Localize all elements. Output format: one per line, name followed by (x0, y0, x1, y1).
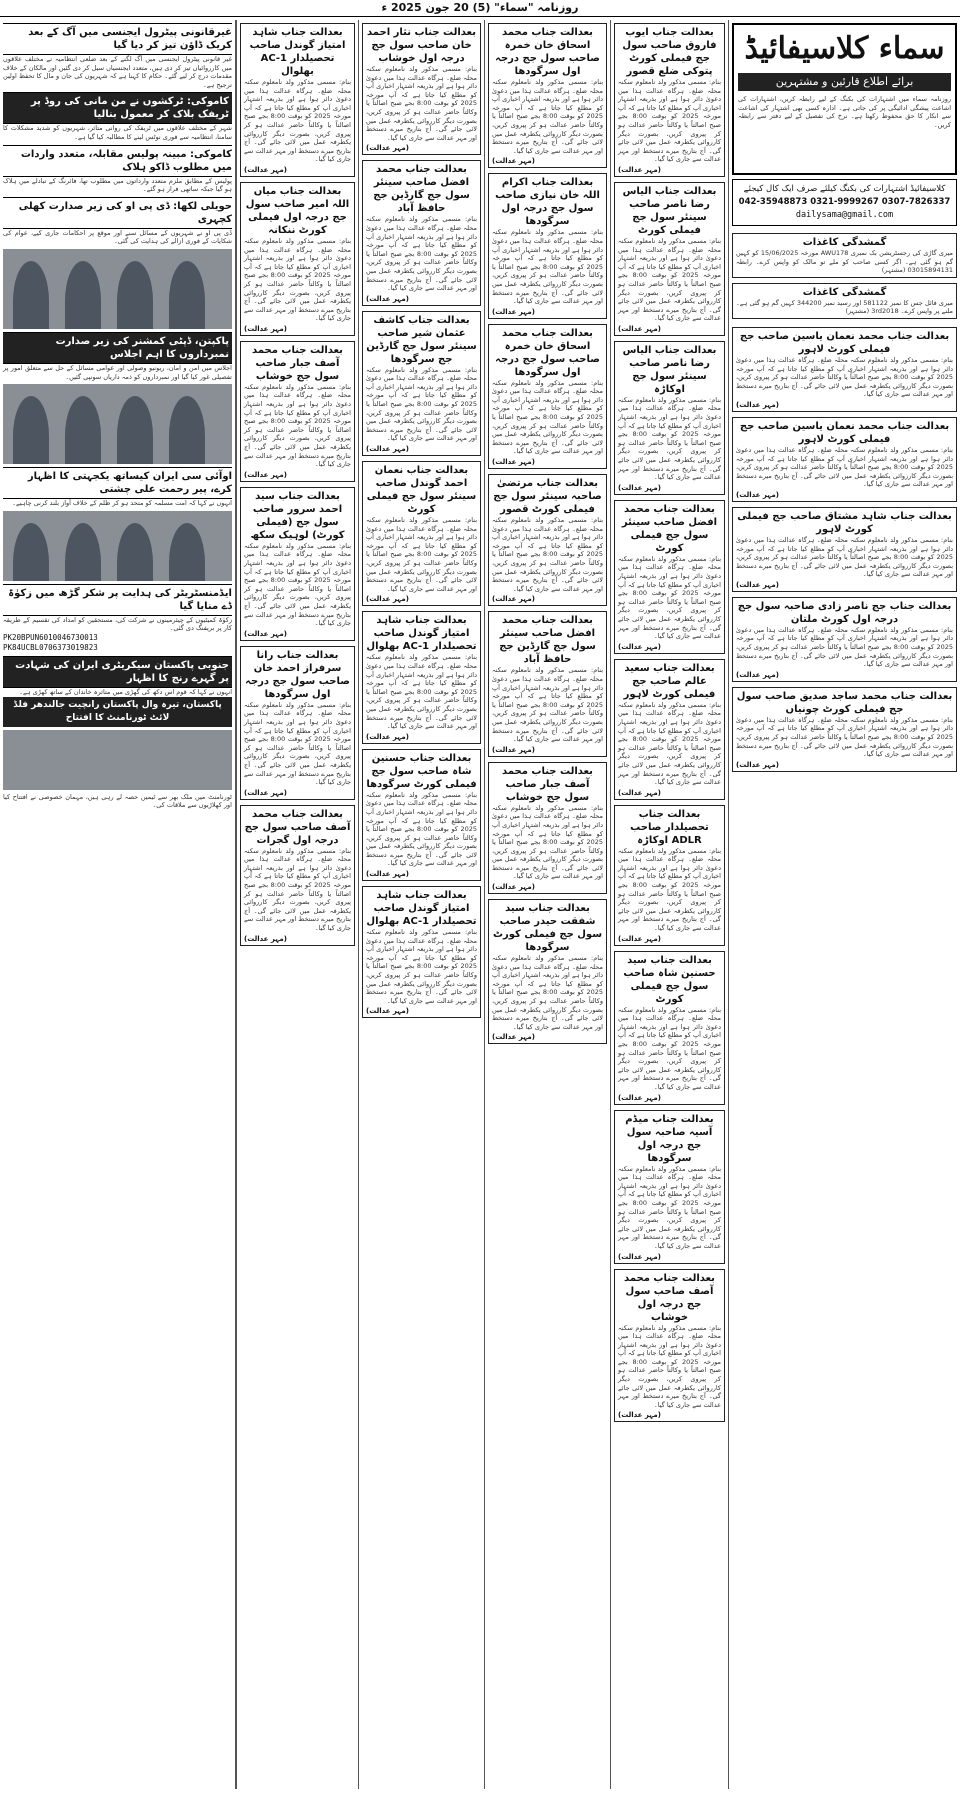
notice-body: بنام: مسمی مذکور ولد نامعلوم سکنہ محلہ ضلع۔ ہرگاہ عدالت ہذا میں دعویٰ دائر ہوا ہے اور بذریعہ اشتہار اخباری آپ کو مطلع کیا جاتا ہے کہ آپ مورخہ 2025 کو بوقت 8:00 بجے صبح اصالتاً یا وکالتاً حاضر عدالت ہو کر پیروی کریں، بصورت دیگر کارروائی یکطرفہ عمل میں لائی جائے گی۔ آج بتاریخ میرے دستخط اور مہر عدالت سے جاری کیا گیا۔ (618, 846, 721, 933)
brand-info: روزنامہ سماء میں اشتہارات کی بکنگ کے لیے رابطہ کریں، اشتہارات کی اشاعت پیشگی ادائیگی پر کی جاتی ہے۔ ادارہ کسی بھی اشتہار کی اشاعت سے انکار کا حق محفوظ رکھتا ہے۔ نرخ کی تفصیل کے لیے دفتر سے رابطہ کریں۔ (738, 95, 951, 129)
court-notice (362, 611, 481, 743)
news-photo (3, 249, 232, 329)
court-notice (614, 1110, 725, 1264)
court-notice (362, 461, 481, 606)
contact-email: dailysama@gmail.com (795, 210, 894, 220)
court-notice (488, 173, 607, 318)
notice-body: بنام: مسمی مذکور ولد نامعلوم سکنہ محلہ ضلع۔ ہرگاہ عدالت ہذا میں دعویٰ دائر ہوا ہے اور بذریعہ اشتہار اخباری آپ کو مطلع کیا جاتا ہے کہ آپ مورخہ 2025 کو بوقت 8:00 بجے صبح اصالتاً یا وکالتاً حاضر عدالت ہو کر پیروی کریں، بصورت دیگر کارروائی یکطرفہ عمل میں لائی جائے گی۔ آج بتاریخ میرے دستخط اور مہر عدالت سے جاری کیا گیا۔ (618, 1164, 721, 1250)
notice-title: بعدالت جناب محمد آصف صاحب سول جج درجہ اول گجرات (244, 808, 351, 846)
notice-title: بعدالت جناب میاں اللہ امیر صاحب سول جج درجہ اول فیملی کورٹ ننکانہ (245, 185, 350, 236)
notice-seal: (مہر عدالت) (366, 445, 409, 454)
notice-title: بعدالت جناب سید حسنین شاہ صاحب سول جج فیملی کورٹ (623, 954, 716, 1005)
court-notice (362, 311, 481, 456)
news-photo (3, 384, 232, 464)
notice-seal: (مہر عدالت) (736, 670, 779, 679)
court-notice (732, 597, 957, 682)
news-list (3, 23, 232, 810)
notice-body: بنام: مسمی مذکور ولد نامعلوم سکنہ محلہ ضلع۔ ہرگاہ عدالت ہذا میں دعویٰ دائر ہوا ہے اور بذریعہ اشتہار اخباری آپ کو مطلع کیا جاتا ہے کہ آپ مورخہ 2025 کو بوقت 8:00 بجے صبح اصالتاً یا وکالتاً حاضر عدالت ہو کر پیروی کریں، بصورت دیگر کارروائی یکطرفہ عمل میں لائی جائے گی۔ آج بتاریخ میرے دستخط اور مہر عدالت سے جاری کیا گیا۔ (492, 78, 603, 155)
photo-figure (117, 261, 153, 329)
notice-title: بعدالت جناب محمد افضل صاحب سینئر سول جج فیملی کورٹ (621, 503, 718, 554)
court-notice (488, 324, 607, 469)
notice-body: بنام: مسمی مذکور ولد نامعلوم سکنہ محلہ ضلع۔ ہرگاہ عدالت ہذا میں دعویٰ دائر ہوا ہے اور بذریعہ اشتہار اخباری آپ کو مطلع کیا جاتا ہے کہ آپ مورخہ 2025 کو بوقت 8:00 بجے صبح اصالتاً یا وکالتاً حاضر عدالت ہو کر پیروی کریں، بصورت دیگر کارروائی یکطرفہ عمل میں لائی جائے گی۔ آج بتاریخ میرے دستخط اور مہر عدالت سے جاری کیا گیا۔ (492, 954, 603, 1031)
notice-body: بنام: مسمی مذکور ولد نامعلوم سکنہ محلہ ضلع۔ ہرگاہ عدالت ہذا میں دعویٰ دائر ہوا ہے اور بذریعہ اشتہار اخباری آپ کو مطلع کیا جاتا ہے کہ آپ مورخہ 2025 کو بوقت 8:00 بجے صبح اصالتاً یا وکالتاً حاضر عدالت ہو کر پیروی کریں، بصورت دیگر کارروائی یکطرفہ عمل میں لائی جائے گی۔ آج بتاریخ میرے دستخط اور مہر عدالت سے جاری کیا گیا۔ (736, 445, 954, 489)
court-notice (240, 23, 355, 177)
court-notices-f (732, 327, 957, 772)
notice-seal: (مہر عدالت) (492, 883, 535, 892)
notice-title: بعدالت جناب حسنین شاہ صاحب سول جج فیملی کورٹ سرگودھا (366, 752, 477, 790)
photo-figure (169, 523, 205, 581)
notice-title: بعدالت جناب شاہد مشتاق صاحب جج فیملی کورٹ لاہور (737, 510, 952, 535)
notice-title: بعدالت جناب سید شفقت حیدر صاحب سول جج فیملی کورٹ سرگودھا (492, 903, 603, 954)
notice-seal: (مہر عدالت) (492, 307, 535, 316)
lost-body: میری گاڑی کی رجسٹریشن بک نمبری AWU178 مورخہ 15/06/2025 کو کہیں گم ہو گئی ہے۔ اگر کسی صاحب کو ملے تو مالک کو واپس کرے۔ رابطہ 03015894131 (مشتہر) (736, 249, 954, 275)
notice-seal: (مہر عدالت) (366, 1007, 409, 1016)
notice-title: بعدالت جناب سعید عالم صاحب جج فیملی کورٹ لاہور (623, 662, 716, 700)
notice-title: بعدالت جناب سید احمد سرور صاحب سول جج (فیملی کورٹ) لوہیک سکھ (250, 490, 345, 541)
notice-body: بنام: مسمی مذکور ولد نامعلوم سکنہ محلہ ضلع۔ ہرگاہ عدالت ہذا میں دعویٰ دائر ہوا ہے اور بذریعہ اشتہار اخباری آپ کو مطلع کیا جاتا ہے کہ آپ مورخہ 2025 کو بوقت 8:00 بجے صبح اصالتاً یا وکالتاً حاضر عدالت ہو کر پیروی کریں، بصورت دیگر کارروائی یکطرفہ عمل میں لائی جائے گی۔ آج بتاریخ میرے دستخط اور مہر عدالت سے جاری کیا گیا۔ (618, 554, 721, 641)
court-notice (614, 951, 725, 1105)
notice-body: بنام: مسمی مذکور ولد نامعلوم سکنہ محلہ ضلع۔ ہرگاہ عدالت ہذا میں دعویٰ دائر ہوا ہے اور بذریعہ اشتہار اخباری آپ کو مطلع کیا جاتا ہے کہ آپ مورخہ 2025 کو بوقت 8:00 بجے صبح اصالتاً یا وکالتاً حاضر عدالت ہو کر پیروی کریں، بصورت دیگر کارروائی یکطرفہ عمل میں لائی جائے گی۔ آج بتاریخ میرے دستخط اور مہر عدالت سے جاری کیا گیا۔ (736, 535, 954, 579)
notice-title: بعدالت جناب محمد افضل صاحب سینئر سول جج گارڈین جج حافظ آباد (373, 164, 470, 215)
lost-notices-left (732, 230, 957, 324)
court-notice (240, 805, 355, 946)
news-body: انہوں نے کہا کہ قوم اس دکھ کی گھڑی میں متاثرہ خاندان کے ساتھ کھڑی ہے۔ (19, 687, 232, 696)
notice-seal: (مہر عدالت) (366, 595, 409, 604)
photo-figure (13, 261, 49, 329)
court-notice (732, 507, 957, 592)
court-notice (488, 611, 607, 756)
court-notice (614, 341, 725, 495)
lost-body: میری فائل جس کا نمبر 581122 اور رسید نمبر 344200 کہیں گم ہو گئی ہے۔ ملنے پر واپس کرے۔ 3rd2018 (مشتہر) (736, 298, 954, 316)
news-column (0, 20, 236, 1789)
notice-seal: (مہر عدالت) (736, 580, 779, 589)
news-headline: جنوبی پاکستان سیکریٹری ایران کی شہادت پر گہرے رنج کا اظہار (3, 656, 232, 688)
notice-title: بعدالت جناب ایوب فاروق صاحب سول جج فیملی کورٹ پتوکی ضلع قصور (622, 27, 717, 77)
notice-body: بنام: مسمی مذکور ولد نامعلوم سکنہ محلہ ضلع۔ ہرگاہ عدالت ہذا میں دعویٰ دائر ہوا ہے اور بذریعہ اشتہار اخباری آپ کو مطلع کیا جاتا ہے کہ آپ مورخہ 2025 کو بوقت 8:00 بجے صبح اصالتاً یا وکالتاً حاضر عدالت ہو کر پیروی کریں، بصورت دیگر کارروائی یکطرفہ عمل میں لائی جائے گی۔ آج بتاریخ میرے دستخط اور مہر عدالت سے جاری کیا گیا۔ (244, 382, 352, 469)
photo-figure (65, 523, 101, 581)
news-photo (3, 511, 232, 581)
notice-body: بنام: مسمی مذکور ولد نامعلوم سکنہ محلہ ضلع۔ ہرگاہ عدالت ہذا میں دعویٰ دائر ہوا ہے اور بذریعہ اشتہار اخباری آپ کو مطلع کیا جاتا ہے کہ آپ مورخہ 2025 کو بوقت 8:00 بجے صبح اصالتاً یا وکالتاً حاضر عدالت ہو کر پیروی کریں، بصورت دیگر کارروائی یکطرفہ عمل میں لائی جائے گی۔ آج بتاریخ میرے دستخط اور مہر عدالت سے جاری کیا گیا۔ (366, 790, 477, 868)
notice-body: بنام: مسمی مذکور ولد نامعلوم سکنہ محلہ ضلع۔ ہرگاہ عدالت ہذا میں دعویٰ دائر ہوا ہے اور بذریعہ اشتہار اخباری آپ کو مطلع کیا جاتا ہے کہ آپ مورخہ 2025 کو بوقت 8:00 بجے صبح اصالتاً یا وکالتاً حاضر عدالت ہو کر پیروی کریں، بصورت دیگر کارروائی یکطرفہ عمل میں لائی جائے گی۔ آج بتاریخ میرے دستخط اور مہر عدالت سے جاری کیا گیا۔ (366, 516, 477, 593)
notice-seal: (مہر عدالت) (618, 642, 661, 651)
notice-seal: (مہر عدالت) (618, 483, 661, 492)
notice-title: بعدالت جناب نعمان احمد گوندل صاحب سینئر سول جج فیملی کورٹ (366, 465, 477, 516)
brand-strip: برائے اطلاع قارئین و مشتہرین (738, 73, 951, 91)
notice-seal: (مہر عدالت) (618, 1093, 661, 1102)
notice-body: بنام: مسمی مذکور ولد نامعلوم سکنہ محلہ ضلع۔ ہرگاہ عدالت ہذا میں دعویٰ دائر ہوا ہے اور بذریعہ اشتہار اخباری آپ کو مطلع کیا جاتا ہے کہ آپ مورخہ 2025 کو بوقت 8:00 بجے صبح اصالتاً یا وکالتاً حاضر عدالت ہو کر پیروی کریں، بصورت دیگر کارروائی یکطرفہ عمل میں لائی جائے گی۔ آج بتاریخ میرے دستخط اور مہر عدالت سے جاری کیا گیا۔ (244, 846, 352, 933)
bank-account: PK84UCBL0706373019823 (3, 642, 98, 652)
notice-body: بنام: مسمی مذکور ولد نامعلوم سکنہ محلہ ضلع۔ ہرگاہ عدالت ہذا میں دعویٰ دائر ہوا ہے اور بذریعہ اشتہار اخباری آپ کو مطلع کیا جاتا ہے کہ آپ مورخہ 2025 کو بوقت 8:00 بجے صبح اصالتاً یا وکالتاً حاضر عدالت ہو کر پیروی کریں، بصورت دیگر کارروائی یکطرفہ عمل میں لائی جائے گی۔ آج بتاریخ میرے دستخط اور مہر عدالت سے جاری کیا گیا۔ (736, 355, 954, 399)
photo-figure (117, 523, 153, 581)
court-notice (614, 500, 725, 654)
court-notice (614, 23, 725, 177)
notice-title: بعدالت جناب الیاس رضا ناصر صاحب سینئر سول جج فیملی کورٹ (622, 185, 717, 236)
notice-seal: (مہر عدالت) (492, 745, 535, 754)
notice-body: بنام: مسمی مذکور ولد نامعلوم سکنہ محلہ ضلع۔ ہرگاہ عدالت ہذا میں دعویٰ دائر ہوا ہے اور بذریعہ اشتہار اخباری آپ کو مطلع کیا جاتا ہے کہ آپ مورخہ 2025 کو بوقت 8:00 بجے صبح اصالتاً یا وکالتاً حاضر عدالت ہو کر پیروی کریں، بصورت دیگر کارروائی یکطرفہ عمل میں لائی جائے گی۔ آج بتاریخ میرے دستخط اور مہر عدالت سے جاری کیا گیا۔ (492, 666, 603, 744)
notice-title: بعدالت جناب جج ناصر زادی صاحبہ سول جج درجہ اول کورٹ ملتان (737, 600, 952, 625)
news-body: شہر کے مختلف علاقوں میں ٹریفک کی روانی متاثر، شہریوں کو شدید مشکلات کا سامنا، انتظامیہ سے فوری نوٹس لینے کا مطالبہ کیا گیا ہے۔ (3, 124, 232, 141)
photo-figure (13, 523, 49, 581)
notice-seal: (مہر عدالت) (618, 788, 661, 797)
notice-body: بنام: مسمی مذکور ولد نامعلوم سکنہ محلہ ضلع۔ ہرگاہ عدالت ہذا میں دعویٰ دائر ہوا ہے اور بذریعہ اشتہار اخباری آپ کو مطلع کیا جاتا ہے کہ آپ مورخہ 2025 کو بوقت 8:00 بجے صبح اصالتاً یا وکالتاً حاضر عدالت ہو کر پیروی کریں، بصورت دیگر کارروائی یکطرفہ عمل میں لائی جائے گی۔ آج بتاریخ میرے دستخط اور مہر عدالت سے جاری کیا گیا۔ (618, 395, 721, 482)
news-headline: حویلی لکھا: ڈی پی او کی زیر صدارت کھلی کچہری (3, 197, 232, 229)
court-notice (240, 646, 355, 800)
notice-seal: (مہر عدالت) (618, 324, 661, 333)
notice-seal: (مہر عدالت) (618, 1411, 661, 1420)
photo-figure (13, 396, 49, 464)
court-notices-e (610, 20, 728, 1789)
court-notice (488, 23, 607, 168)
notice-seal: (مہر عدالت) (366, 732, 409, 741)
notice-title: بعدالت جناب مرتضیٰ صاحبہ سینئر سول جج فیملی کورٹ قصور (493, 478, 602, 516)
notice-body: بنام: مسمی مذکور ولد نامعلوم سکنہ محلہ ضلع۔ ہرگاہ عدالت ہذا میں دعویٰ دائر ہوا ہے اور بذریعہ اشتہار اخباری آپ کو مطلع کیا جاتا ہے کہ آپ مورخہ 2025 کو بوقت 8:00 بجے صبح اصالتاً یا وکالتاً حاضر عدالت ہو کر پیروی کریں، بصورت دیگر کارروائی یکطرفہ عمل میں لائی جائے گی۔ آج بتاریخ میرے دستخط اور مہر عدالت سے جاری کیا گیا۔ (492, 516, 603, 593)
notice-title: بعدالت جناب محمد نعمان یاسین صاحب جج فیملی کورٹ لاہور (739, 330, 950, 355)
notice-body: بنام: مسمی مذکور ولد نامعلوم سکنہ محلہ ضلع۔ ہرگاہ عدالت ہذا میں دعویٰ دائر ہوا ہے اور بذریعہ اشتہار اخباری آپ کو مطلع کیا جاتا ہے کہ آپ مورخہ 2025 کو بوقت 8:00 بجے صبح اصالتاً یا وکالتاً حاضر عدالت ہو کر پیروی کریں، بصورت دیگر کارروائی یکطرفہ عمل میں لائی جائے گی۔ آج بتاریخ میرے دستخط اور مہر عدالت سے جاری کیا گیا۔ (366, 65, 477, 142)
notice-title: بعدالت جناب محمد آصف جبار صاحب سول جج خوشاب (502, 765, 593, 803)
notice-seal: (مہر عدالت) (492, 458, 535, 467)
court-notice (362, 160, 481, 305)
notice-title: بعدالت جناب تحصیلدار صاحب ADLR اوکاڑہ (630, 808, 709, 846)
notice-seal: (مہر عدالت) (366, 144, 409, 153)
notice-title: بعدالت جناب محمد نعمان یاسین صاحب جج فیملی کورٹ لاہور (739, 420, 950, 445)
notice-seal: (مہر عدالت) (618, 165, 661, 174)
notice-title: بعدالت جناب نثار احمد خان صاحب سول جج درجہ اول خوشاب (367, 27, 476, 64)
notice-body: بنام: مسمی مذکور ولد نامعلوم سکنہ محلہ ضلع۔ ہرگاہ عدالت ہذا میں دعویٰ دائر ہوا ہے اور بذریعہ اشتہار اخباری آپ کو مطلع کیا جاتا ہے کہ آپ مورخہ 2025 کو بوقت 8:00 بجے صبح اصالتاً یا وکالتاً حاضر عدالت ہو کر پیروی کریں، بصورت دیگر کارروائی یکطرفہ عمل میں لائی جائے گی۔ آج بتاریخ میرے دستخط اور مہر عدالت سے جاری کیا گیا۔ (492, 228, 603, 306)
photo-figure (169, 261, 205, 329)
court-notice (362, 886, 481, 1018)
notice-body: بنام: مسمی مذکور ولد نامعلوم سکنہ محلہ ضلع۔ ہرگاہ عدالت ہذا میں دعویٰ دائر ہوا ہے اور بذریعہ اشتہار اخباری آپ کو مطلع کیا جاتا ہے کہ آپ مورخہ 2025 کو بوقت 8:00 بجے صبح اصالتاً یا وکالتاً حاضر عدالت ہو کر پیروی کریں، بصورت دیگر کارروائی یکطرفہ عمل میں لائی جائے گی۔ آج بتاریخ میرے دستخط اور مہر عدالت سے جاری کیا گیا۔ (618, 1005, 721, 1091)
notice-seal: (مہر عدالت) (618, 1252, 661, 1261)
notice-title: بعدالت جناب محمد آصف جبار صاحب سول جج خوشاب (252, 344, 343, 382)
court-notices-c (236, 20, 358, 1789)
news-body: غیر قانونی پیٹرول ایجنسی میں آگ لگنے کے بعد ضلعی انتظامیہ نے مختلف علاقوں میں کارروائیاں تیز کر دی ہیں، متعدد ایجنسیاں سیل کر دی گئیں اور مالکان کے خلاف مقدمات درج کر لیے گئے۔ حکام کا کہنا ہے کہ شہریوں کی جان و مال کا تحفظ اولین ترجیح ہے۔ (3, 55, 232, 89)
photo-figure (65, 396, 101, 464)
lost-title: گمشدگی کاغذات (802, 237, 887, 248)
court-notice (240, 341, 355, 482)
court-notice (240, 182, 355, 336)
notice-seal: (مہر عدالت) (736, 400, 779, 409)
masthead: روزنامہ "سماء" (5) 20 جون 2025 ء (0, 0, 960, 17)
notice-body: بنام: مسمی مذکور ولد نامعلوم سکنہ محلہ ضلع۔ ہرگاہ عدالت ہذا میں دعویٰ دائر ہوا ہے اور بذریعہ اشتہار اخباری آپ کو مطلع کیا جاتا ہے کہ آپ مورخہ 2025 کو بوقت 8:00 بجے صبح اصالتاً یا وکالتاً حاضر عدالت ہو کر پیروی کریں، بصورت دیگر کارروائی یکطرفہ عمل میں لائی جائے گی۔ آج بتاریخ میرے دستخط اور مہر عدالت سے جاری کیا گیا۔ (736, 625, 954, 669)
notice-title: بعدالت جناب میڈم آسیہ صاحبہ سول جج درجہ اول سرگودھا (625, 1113, 714, 1164)
notice-seal: (مہر عدالت) (244, 934, 287, 943)
notice-title: بعدالت جناب رانا سرفراز احمد خان صاحب سول جج درجہ اول سرگودھا (245, 649, 350, 700)
news-headline: کاموکی: ٹرکشوں نے من مانی کی روڈ پر ٹریفک بلاک کر معمول بنالیا (3, 92, 232, 124)
notice-title: بعدالت جناب شاہد امتیاز گوندل صاحب تحصیلدار AC-1 بھلوال (366, 615, 477, 653)
court-notice (488, 762, 607, 894)
notice-seal: (مہر عدالت) (244, 324, 287, 333)
notice-title: بعدالت جناب الیاس رضا ناصر صاحب سینئر سول جج اوکاڑہ (622, 344, 717, 395)
news-headline: غیرقانونی پیٹرول ایجنسی میں آگ کے بعد کریک ڈاؤن تیز کر دیا گیا (3, 23, 232, 55)
notice-title: بعدالت جناب اکرام اللہ خان نیازی صاحب سول جج درجہ اول سرگودھا (495, 177, 600, 228)
court-notice (614, 182, 725, 336)
notice-title: بعدالت جناب محمد آصف صاحب سول جج درجہ اول خوشاب (624, 1272, 715, 1323)
court-notices-a (484, 20, 610, 1789)
court-notices-b (358, 20, 484, 1789)
lost-title: گمشدگی کاغذات (802, 286, 887, 298)
bank-account: PK20BPUN6010046730013 (3, 632, 98, 642)
sport-photo (3, 730, 232, 790)
news-body: انہوں نے کہا کہ امت مسلمہ کو متحد ہو کر ظلم کے خلاف آواز بلند کرنی چاہیے۔ (12, 499, 232, 508)
court-notice (614, 1269, 725, 1423)
notice-seal: (مہر عدالت) (366, 870, 409, 879)
notice-seal: (مہر عدالت) (244, 470, 287, 479)
notice-body: بنام: مسمی مذکور ولد نامعلوم سکنہ محلہ ضلع۔ ہرگاہ عدالت ہذا میں دعویٰ دائر ہوا ہے اور بذریعہ اشتہار اخباری آپ کو مطلع کیا جاتا ہے کہ آپ مورخہ 2025 کو بوقت 8:00 بجے صبح اصالتاً یا وکالتاً حاضر عدالت ہو کر پیروی کریں، بصورت دیگر کارروائی یکطرفہ عمل میں لائی جائے گی۔ آج بتاریخ میرے دستخط اور مہر عدالت سے جاری کیا گیا۔ (366, 365, 477, 443)
notice-body: بنام: مسمی مذکور ولد نامعلوم سکنہ محلہ ضلع۔ ہرگاہ عدالت ہذا میں دعویٰ دائر ہوا ہے اور بذریعہ اشتہار اخباری آپ کو مطلع کیا جاتا ہے کہ آپ مورخہ 2025 کو بوقت 8:00 بجے صبح اصالتاً یا وکالتاً حاضر عدالت ہو کر پیروی کریں، بصورت دیگر کارروائی یکطرفہ عمل میں لائی جائے گی۔ آج بتاریخ میرے دستخط اور مہر عدالت سے جاری کیا گیا۔ (366, 215, 477, 293)
notice-body: بنام: مسمی مذکور ولد نامعلوم سکنہ محلہ ضلع۔ ہرگاہ عدالت ہذا میں دعویٰ دائر ہوا ہے اور بذریعہ اشتہار اخباری آپ کو مطلع کیا جاتا ہے کہ آپ مورخہ 2025 کو بوقت 8:00 بجے صبح اصالتاً یا وکالتاً حاضر عدالت ہو کر پیروی کریں، بصورت دیگر کارروائی یکطرفہ عمل میں لائی جائے گی۔ آج بتاریخ میرے دستخط اور مہر عدالت سے جاری کیا گیا۔ (736, 715, 954, 759)
notice-seal: (مہر عدالت) (736, 490, 779, 499)
news-body: زکوٰۃ کمیٹیوں کے چیئرمینوں نے شرکت کی، مستحقین کو امداد کی تقسیم کے طریقہ کار پر بریفنگ دی گئی۔ (3, 615, 232, 633)
notice-body: بنام: مسمی مذکور ولد نامعلوم سکنہ محلہ ضلع۔ ہرگاہ عدالت ہذا میں دعویٰ دائر ہوا ہے اور بذریعہ اشتہار اخباری آپ کو مطلع کیا جاتا ہے کہ آپ مورخہ 2025 کو بوقت 8:00 بجے صبح اصالتاً یا وکالتاً حاضر عدالت ہو کر پیروی کریں، بصورت دیگر کارروائی یکطرفہ عمل میں لائی جائے گی۔ آج بتاریخ میرے دستخط اور مہر عدالت سے جاری کیا گیا۔ (492, 378, 603, 456)
news-headline: کاموکی: مبینہ پولیس مقابلہ، متعدد واردات میں مطلوب ڈاکو ہلاک (3, 145, 232, 177)
contact-label: کلاسیفائیڈ اشتہارات کی بکنگ کیلئے صرف ایک کال کیجئے (743, 184, 946, 194)
notice-seal: (مہر عدالت) (492, 1033, 535, 1042)
photo-figure (117, 396, 153, 464)
photo-figure (169, 396, 205, 464)
contact-phones: 042-35948873 0321-9999267 0307-7826337 (738, 197, 951, 207)
notice-title: بعدالت جناب کاشف عثمان شیر صاحب سینئر سول جج گارڈین جج سرگودھا (366, 314, 477, 365)
notice-seal: (مہر عدالت) (618, 934, 661, 943)
notice-body: بنام: مسمی مذکور ولد نامعلوم سکنہ محلہ ضلع۔ ہرگاہ عدالت ہذا میں دعویٰ دائر ہوا ہے اور بذریعہ اشتہار اخباری آپ کو مطلع کیا جاتا ہے کہ آپ مورخہ 2025 کو بوقت 8:00 بجے صبح اصالتاً یا وکالتاً حاضر عدالت ہو کر پیروی کریں، بصورت دیگر کارروائی یکطرفہ عمل میں لائی جائے گی۔ آج بتاریخ میرے دستخط اور مہر عدالت سے جاری کیا گیا۔ (244, 700, 352, 787)
notice-title: بعدالت جناب محمد افضل صاحب سینئر سول جج گارڈین جج حافظ آباد (499, 615, 596, 666)
notice-title: بعدالت جناب شاہد امتیاز گوندل صاحب تحصیلدار AC-1 بھلوال (249, 27, 346, 77)
notice-seal: (مہر عدالت) (736, 760, 779, 769)
notice-title: بعدالت جناب محمد ساجد صدیق صاحب سول جج فیملی کورٹ چونیاں (736, 690, 953, 715)
news-headline: ایڈمنسٹریٹر کی ہدایت پر شکر گڑھ میں زکوٰۃ ڈے منایا گیا (3, 584, 232, 616)
notice-body: بنام: مسمی مذکور ولد نامعلوم سکنہ محلہ ضلع۔ ہرگاہ عدالت ہذا میں دعویٰ دائر ہوا ہے اور بذریعہ اشتہار اخباری آپ کو مطلع کیا جاتا ہے کہ آپ مورخہ 2025 کو بوقت 8:00 بجے صبح اصالتاً یا وکالتاً حاضر عدالت ہو کر پیروی کریں، بصورت دیگر کارروائی یکطرفہ عمل میں لائی جائے گی۔ آج بتاریخ میرے دستخط اور مہر عدالت سے جاری کیا گیا۔ (492, 803, 603, 881)
court-notice (362, 23, 481, 155)
notice-seal: (مہر عدالت) (244, 788, 287, 797)
court-notice (240, 487, 355, 641)
notice-body: بنام: مسمی مذکور ولد نامعلوم سکنہ محلہ ضلع۔ ہرگاہ عدالت ہذا میں دعویٰ دائر ہوا ہے اور بذریعہ اشتہار اخباری آپ کو مطلع کیا جاتا ہے کہ آپ مورخہ 2025 کو بوقت 8:00 بجے صبح اصالتاً یا وکالتاً حاضر عدالت ہو کر پیروی کریں، بصورت دیگر کارروائی یکطرفہ عمل میں لائی جائے گی۔ آج بتاریخ میرے دستخط اور مہر عدالت سے جاری کیا گیا۔ (366, 653, 477, 731)
notice-seal: (مہر عدالت) (366, 294, 409, 303)
news-body: ڈی پی او نے شہریوں کے مسائل سنے اور موقع پر احکامات جاری کیے، عوام کی شکایات کے فوری ازالے کی ہدایت کی گئی۔ (3, 228, 232, 246)
court-notice (732, 327, 957, 412)
sport-body: ٹورنامنٹ میں ملک بھر سے ٹیمیں حصہ لے رہی ہیں، مہمان خصوصی نے افتتاح کیا اور کھلاڑیوں سے ملاقات کی۔ (3, 792, 232, 810)
notice-seal: (مہر عدالت) (492, 595, 535, 604)
sport-headline: پاکستان، تیرہ وال پاکستان رانچیت جالندھر فلڈ لائٹ ٹورنامنٹ کا افتتاح (3, 697, 232, 727)
court-notice (614, 805, 725, 946)
notice-title: بعدالت جناب شاہد امتیاز گوندل صاحب تحصیلدار AC-1 بھلوال (366, 890, 477, 928)
column-classified-brand (728, 20, 960, 1789)
notice-seal: (مہر عدالت) (244, 629, 287, 638)
news-headline: اوآئی سی ایران کیساتھ یکجہتی کا اظہار کرے، پیر رحمت علی چشتی (3, 467, 232, 499)
photo-figure (65, 261, 101, 329)
notice-body: بنام: مسمی مذکور ولد نامعلوم سکنہ محلہ ضلع۔ ہرگاہ عدالت ہذا میں دعویٰ دائر ہوا ہے اور بذریعہ اشتہار اخباری آپ کو مطلع کیا جاتا ہے کہ آپ مورخہ 2025 کو بوقت 8:00 بجے صبح اصالتاً یا وکالتاً حاضر عدالت ہو کر پیروی کریں، بصورت دیگر کارروائی یکطرفہ عمل میں لائی جائے گی۔ آج بتاریخ میرے دستخط اور مہر عدالت سے جاری کیا گیا۔ (244, 541, 352, 628)
lost-notice (732, 233, 957, 278)
news-body: اجلاس میں امن و امان، ریونیو وصولی اور عوامی مسائل کے حل سے متعلق امور پر تفصیلی غور کیا گیا اور نمبرداروں کو ذمہ داریاں سونپی گئیں۔ (3, 363, 232, 381)
lost-notice (732, 283, 957, 319)
notice-seal: (مہر عدالت) (244, 165, 287, 174)
court-notice (732, 417, 957, 502)
court-notice (488, 474, 607, 606)
notice-body: بنام: مسمی مذکور ولد نامعلوم سکنہ محلہ ضلع۔ ہرگاہ عدالت ہذا میں دعویٰ دائر ہوا ہے اور بذریعہ اشتہار اخباری آپ کو مطلع کیا جاتا ہے کہ آپ مورخہ 2025 کو بوقت 8:00 بجے صبح اصالتاً یا وکالتاً حاضر عدالت ہو کر پیروی کریں، بصورت دیگر کارروائی یکطرفہ عمل میں لائی جائے گی۔ آج بتاریخ میرے دستخط اور مہر عدالت سے جاری کیا گیا۔ (618, 1323, 721, 1409)
court-notice (488, 899, 607, 1044)
notice-body: بنام: مسمی مذکور ولد نامعلوم سکنہ محلہ ضلع۔ ہرگاہ عدالت ہذا میں دعویٰ دائر ہوا ہے اور بذریعہ اشتہار اخباری آپ کو مطلع کیا جاتا ہے کہ آپ مورخہ 2025 کو بوقت 8:00 بجے صبح اصالتاً یا وکالتاً حاضر عدالت ہو کر پیروی کریں، بصورت دیگر کارروائی یکطرفہ عمل میں لائی جائے گی۔ آج بتاریخ میرے دستخط اور مہر عدالت سے جاری کیا گیا۔ (244, 236, 352, 323)
notice-seal: (مہر عدالت) (492, 157, 535, 166)
news-body: پولیس کے مطابق ملزم متعدد وارداتوں میں مطلوب تھا، فائرنگ کے تبادلے میں ہلاک ہو گیا جبکہ ساتھی فرار ہو گئے۔ (3, 176, 232, 194)
notice-body: بنام: مسمی مذکور ولد نامعلوم سکنہ محلہ ضلع۔ ہرگاہ عدالت ہذا میں دعویٰ دائر ہوا ہے اور بذریعہ اشتہار اخباری آپ کو مطلع کیا جاتا ہے کہ آپ مورخہ 2025 کو بوقت 8:00 بجے صبح اصالتاً یا وکالتاً حاضر عدالت ہو کر پیروی کریں، بصورت دیگر کارروائی یکطرفہ عمل میں لائی جائے گی۔ آج بتاریخ میرے دستخط اور مہر عدالت سے جاری کیا گیا۔ (618, 236, 721, 323)
notice-title: بعدالت جناب محمد اسحاق خان خمرہ صاحب سول جج درجہ اول سرگودھا (495, 27, 600, 77)
notice-title: بعدالت جناب محمد اسحاق خان خمرہ صاحب سول جج درجہ اول سرگودھا (495, 327, 600, 378)
classified-brand-box (732, 23, 957, 175)
court-notice (732, 687, 957, 772)
notice-body: بنام: مسمی مذکور ولد نامعلوم سکنہ محلہ ضلع۔ ہرگاہ عدالت ہذا میں دعویٰ دائر ہوا ہے اور بذریعہ اشتہار اخباری آپ کو مطلع کیا جاتا ہے کہ آپ مورخہ 2025 کو بوقت 8:00 بجے صبح اصالتاً یا وکالتاً حاضر عدالت ہو کر پیروی کریں، بصورت دیگر کارروائی یکطرفہ عمل میں لائی جائے گی۔ آج بتاریخ میرے دستخط اور مہر عدالت سے جاری کیا گیا۔ (618, 700, 721, 787)
court-notice (614, 659, 725, 800)
court-notice (362, 749, 481, 881)
brand-title: سماء کلاسیفائیڈ (744, 31, 945, 66)
notice-body: بنام: مسمی مذکور ولد نامعلوم سکنہ محلہ ضلع۔ ہرگاہ عدالت ہذا میں دعویٰ دائر ہوا ہے اور بذریعہ اشتہار اخباری آپ کو مطلع کیا جاتا ہے کہ آپ مورخہ 2025 کو بوقت 8:00 بجے صبح اصالتاً یا وکالتاً حاضر عدالت ہو کر پیروی کریں، بصورت دیگر کارروائی یکطرفہ عمل میں لائی جائے گی۔ آج بتاریخ میرے دستخط اور مہر عدالت سے جاری کیا گیا۔ (366, 928, 477, 1005)
news-headline: پاکپتن، ڈپٹی کمشنر کی زیر صدارت نمبرداروں کا اہم اجلاس (3, 332, 232, 364)
notice-body: بنام: مسمی مذکور ولد نامعلوم سکنہ محلہ ضلع۔ ہرگاہ عدالت ہذا میں دعویٰ دائر ہوا ہے اور بذریعہ اشتہار اخباری آپ کو مطلع کیا جاتا ہے کہ آپ مورخہ 2025 کو بوقت 8:00 بجے صبح اصالتاً یا وکالتاً حاضر عدالت ہو کر پیروی کریں، بصورت دیگر کارروائی یکطرفہ عمل میں لائی جائے گی۔ آج بتاریخ میرے دستخط اور مہر عدالت سے جاری کیا گیا۔ (618, 78, 721, 164)
notice-body: بنام: مسمی مذکور ولد نامعلوم سکنہ محلہ ضلع۔ ہرگاہ عدالت ہذا میں دعویٰ دائر ہوا ہے اور بذریعہ اشتہار اخباری آپ کو مطلع کیا جاتا ہے کہ آپ مورخہ 2025 کو بوقت 8:00 بجے صبح اصالتاً یا وکالتاً حاضر عدالت ہو کر پیروی کریں، بصورت دیگر کارروائی یکطرفہ عمل میں لائی جائے گی۔ آج بتاریخ میرے دستخط اور مہر عدالت سے جاری کیا گیا۔ (244, 78, 352, 164)
contact-box (732, 179, 957, 226)
